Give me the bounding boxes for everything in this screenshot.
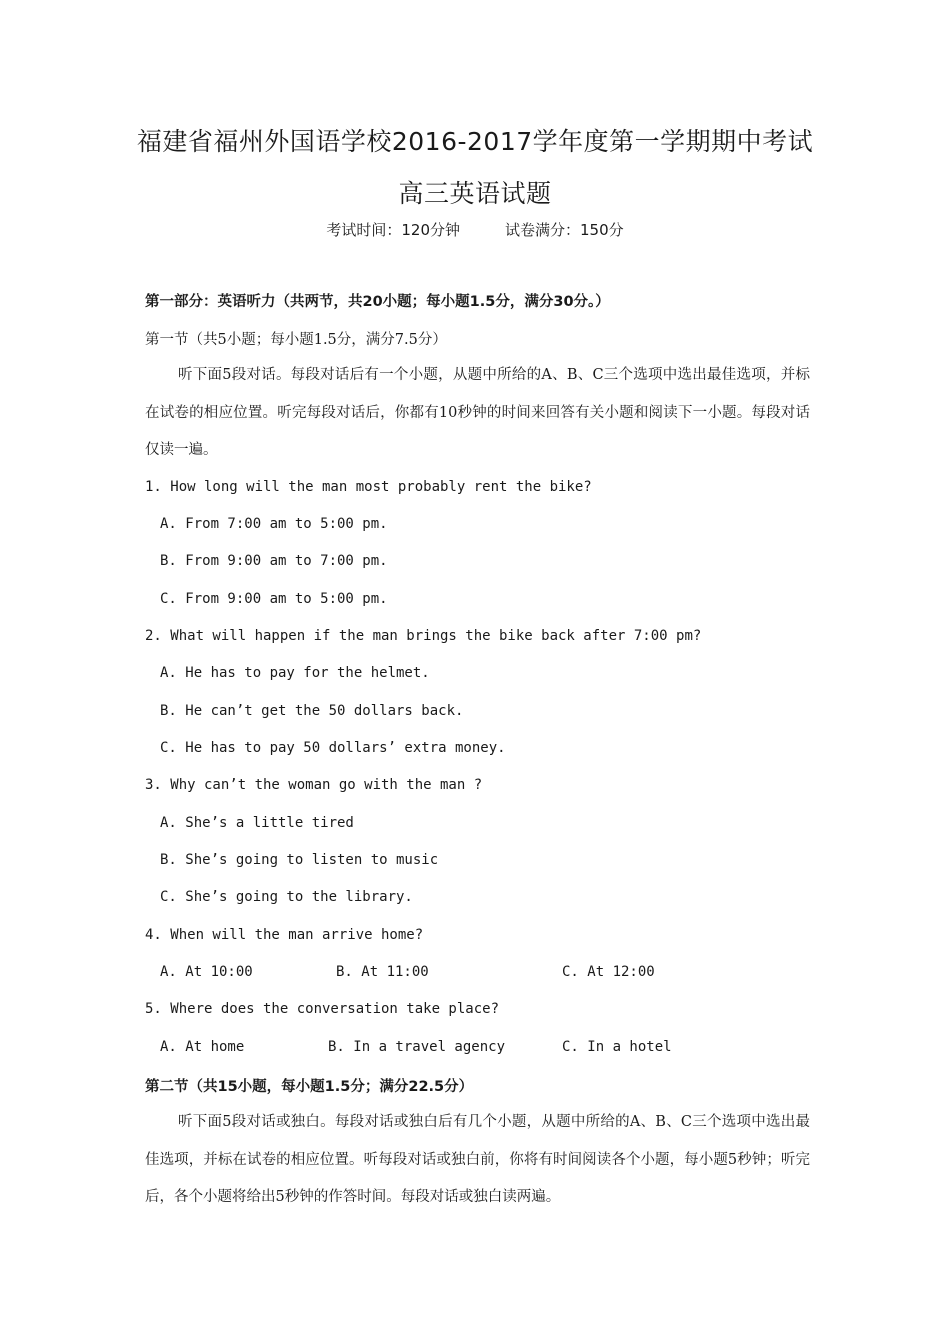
question-5-option-c: C. In a hotel: [562, 1039, 672, 1055]
question-2-stem: 2. What will happen if the man brings the bike back after 7:00 pm?: [145, 628, 702, 644]
question-1-option-b: B. From 9:00 am to 7:00 pm.: [160, 553, 388, 569]
part1-heading: 第一部分：英语听力（共两节，共20小题；每小题1.5分，满分30分。）: [145, 294, 610, 310]
question-2-option-b: B. He can’t get the 50 dollars back.: [160, 703, 464, 719]
section1-heading: 第一节（共5小题；每小题1.5分，满分7.5分）: [145, 332, 447, 348]
question-1-option-c: C. From 9:00 am to 5:00 pm.: [160, 591, 388, 607]
exam-meta: [0, 219, 950, 240]
question-3-option-b: B. She’s going to listen to music: [160, 852, 439, 868]
question-4-option-c: C. At 12:00: [562, 964, 655, 980]
section2-heading: 第二节（共15小题，每小题1.5分；满分22.5分）: [145, 1079, 474, 1095]
question-3-option-a: A. She’s a little tired: [160, 815, 354, 831]
question-5-stem: 5. Where does the conversation take place?: [145, 1001, 500, 1017]
question-4-stem: 4. When will the man arrive home?: [145, 927, 424, 943]
page-subtitle: 高三英语试题: [398, 179, 552, 208]
page-title: 福建省福州外国语学校2016-2017学年度第一学期期中考试: [136, 127, 814, 156]
question-5-option-a: A. At home: [160, 1039, 245, 1055]
question-2-option-c: C. He has to pay 50 dollars’ extra money.: [160, 740, 506, 756]
question-1-option-a: A. From 7:00 am to 5:00 pm.: [160, 516, 388, 532]
question-3-option-c: C. She’s going to the library.: [160, 889, 413, 905]
question-2-option-a: A. He has to pay for the helmet.: [160, 665, 430, 681]
section1-instructions: 听下面5段对话。每段对话后有一个小题，从题中所给的A、B、C三个选项中选出最佳选项，并标在试卷的相应位置。听完每段对话后，你都有10秒钟的时间来回答有关小题和阅读下一小题。每段对话仅读一遍。: [145, 367, 810, 458]
exam-score: 试卷满分：150分: [505, 221, 624, 239]
question-3-stem: 3. Why can’t the woman go with the man ?: [145, 777, 483, 793]
question-1-stem: 1. How long will the man most probably rent the bike?: [145, 479, 592, 495]
question-4-option-a: A. At 10:00: [160, 964, 253, 980]
question-4-option-b: B. At 11:00: [336, 964, 429, 980]
section2-instructions: 听下面5段对话或独白。每段对话或独白后有几个小题，从题中所给的A、B、C三个选项中选出最佳选项，并标在试卷的相应位置。听每段对话或独白前，你将有时间阅读各个小题，每小题5秒钟；听完后，各个小题将给出5秒钟的作答时间。每段对话或独白读两遍。: [145, 1114, 810, 1205]
exam-time: 考试时间：120分钟: [326, 221, 460, 239]
question-5-option-b: B. In a travel agency: [328, 1039, 506, 1055]
